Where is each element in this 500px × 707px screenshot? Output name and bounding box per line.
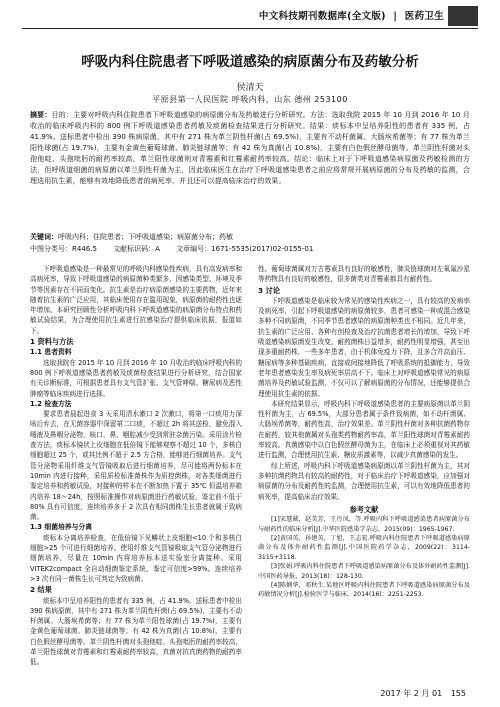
body-column-left <box>30 264 242 668</box>
page-number: 155 <box>450 689 466 698</box>
document-code: 文献标识码：A <box>113 245 160 253</box>
page-footer <box>374 688 466 699</box>
abstract-text: 目的：主要对呼吸内科住院患者下呼吸道感染的病原菌分布及药敏进行分析研究。方法：选取我院 2015 年 10 月到 2016 年 10 月收治的临床呼吸内科的 800 例下呼吸道感染患者药敏及痰菌检查结果进行分析研究。结果：痰标本中呈培养阳性的患者有 335 例，占 41.9%。送标患者中检出 390 株病原菌，其中有 271 株为革兰阴性杆菌(占 69.5%)，主要有不动杆菌属、大肠埃希菌等；有 77 株为革兰阳性球菌(占 19.7%)，主要有金黄色葡萄球菌、肺炎链球菌等；有 42 株为真菌(占 10.8%)，主要有白色假丝酵母菌等。革兰阴性杆菌对头孢他啶、头孢吡肟的耐药率较高，革兰阳性球菌则对青霉素和红霉素耐药率较高。结论：临床上对于下呼吸道感染病原菌及药敏检测的方法，但呼吸道细菌的病原菌以革兰阴性杆菌为主，因此临床医生在治疗下呼吸道感染患者之前应将常规开展病原菌的分布及药敏的监测，合理选用抗生素，能够有效地降低患者的病死率，并且还可以提高临床治疗的效果。 <box>30 111 470 185</box>
intro-paragraph: 下呼吸道感染是一种最常见的呼吸内科感染性疾病，具有高发病率和高病死率，导致下呼吸道感染的病原菌种类繁多，因感染类型、环境及季节等因素存在不同而变化。抗生素是治疗病原菌感染的主要药物，近年来随着抗生素的广泛应用，其临床使用存在滥用现象，病原菌的耐药性也逐年增加。本研究回顾性分析呼吸内科下呼吸道感染的病原菌分布特点和药敏试验结果，为合理使用抗生素进行抗感染治疗提供临床依据，报道如下。 <box>30 265 242 335</box>
paragraph: 选取我院在 2015 年 10 月到 2016 年 10 月收治的临床呼吸内科的 800 例下呼吸道感染患者药敏及痰菌检查结果进行分析研究，结合国家有关诊断标准，可根据患者具有支气管扩张、支气管哮喘、糖尿病及恶性肿瘤等临床疾病进行选择。 <box>30 358 242 398</box>
running-header <box>0 6 500 26</box>
paragraph: 痰标本中呈培养阳性的患者有 335 例，占 41.9%。送标患者中检出 390 株病原菌，其中有 271 株为革兰阴性杆菌(占 69.5%)，主要有不动杆菌属、大肠埃希菌等；有 77 株为革兰阳性球菌(占 19.7%)，主要有金黄色葡萄球菌、肺炎链球菌等；有 42 株为真菌(占 10.8%)，主要有白色假丝酵母菌等。革兰阴性杆菌对头孢他啶、头孢吡肟的耐药率较高，革兰阳性球菌对青霉素和红霉素耐药率较高，真菌对抗真菌药物的耐药率低。 <box>30 596 242 667</box>
affiliation: 平原县第一人民医院 呼吸内科，山东 德州 253100 <box>152 95 348 104</box>
keywords-label: 关键词： <box>30 233 58 241</box>
reference-item: [4]陈娴华，邓秋生.某地区呼吸内科住院患者下呼吸道感染病原菌分布及药敏情况分析[J].检验医学与临床，2014(16)：2251-2253. <box>258 581 470 599</box>
body-column-right <box>258 264 470 600</box>
paragraph: 综上所述，呼吸内科下呼吸道感染病原菌以革兰阴性杆菌为主，其对多种抗菌药物具有较高的耐药性，对于临床治疗下呼吸道感染，应加强对病原菌的分布及耐药性的监测，合理使用抗生素，可以有效地降低患者的病死率，提高临床治疗效果。 <box>258 461 470 501</box>
paragraph: 痰标本分离培养检查，在低倍镜下见鳞状上皮细胞<10 个和多核白细胞>25 个可进行细菌培养。使用纤维支气管镜吸取支气管分泌物进行细菌培养，尽量在 10min 内将培养标本送实验室分离接种。采用 VITEK2compact 全自动细菌鉴定系统，鉴定可信度>99%。连续培养 >3 次有同一菌株生长可判定为致病菌。 <box>30 533 242 583</box>
article-title: 呼吸内科住院患者下呼吸道感染的病原菌分布及药敏分析 <box>81 54 419 70</box>
article-number: 文章编号：1671-5535(2017)02-0155-01 <box>176 245 314 253</box>
reference-item: [2]黄国英，孙建英，丁旭，王志宏.呼吸内科住院患者下呼吸道感染病原菌分布及体外耐药性监测[J].中国医院药学杂志，2009(22)：3114-3115+3118. <box>258 534 470 561</box>
abstract-label: 摘要： <box>30 111 52 119</box>
classification-line <box>30 244 470 255</box>
references-heading: 参考文献 <box>349 504 379 514</box>
section-heading: 1 资料与方法 <box>30 337 74 347</box>
keywords <box>30 232 470 243</box>
journal-name: 中文科技期刊数据库(全文版) <box>258 11 386 22</box>
paragraph: 下呼吸道感染是临床较为常见的感染性疾病之一，具有较高的发病率及病死率，引起下呼吸道感染的病原菌较多，患者可感染一种或混合感染多种不同病原菌，不同季节患者感染的病原菌种类也不相同。近几年来，抗生素的广泛应用、各种有创检查及治疗抗菌患者增长的增加，导致下呼吸道感染病原菌发生改变，耐药菌株日益增多，耐药性明显增强，甚至出现多重耐药株，一些多年患者，由于机体免疫力下降，且多合并高血压、糖尿病等多种基础疾病，直接或间接地降低了呼吸系统的抵御能力，导致老年患者感染发生率及病死率居高不下。临床上对呼吸道感染常见的病原菌培养及药敏试验监测，不仅可以了解病原菌的分布情况，还能够提供合理使用抗生素的依据。 <box>258 296 470 398</box>
section-name: 医药卫生 <box>404 11 444 22</box>
author: 侯清天 <box>236 83 264 93</box>
keywords-text: 呼吸内科；住院患者；下呼吸道感染；病原菌分布；药敏 <box>58 233 233 241</box>
header-rule <box>22 28 478 29</box>
clc-number: 中图分类号：R446.5 <box>30 245 97 253</box>
reference-item: [3]张娟.呼吸内科住院患者下呼吸道感染病原菌分布及体外耐药性监测[J].中国医药导报，2013(18)：128-130. <box>258 563 470 580</box>
issue-date: 2017 年 2 月 01 <box>380 689 443 698</box>
paragraph: 性。葡萄球菌属对万古霉素具有良好的敏感性，肺炎链球菌对左氧氟沙星等药物具有良好的敏感性，很多菌类对青霉素都具有耐药性。 <box>258 265 470 284</box>
subsection-heading: 1.1 患者资料 <box>30 348 72 357</box>
paragraph: 本研究结果显示，呼吸内科下呼吸道感染患者的主要病原菌以革兰阴性杆菌为主，占 69.5%，大部分患者属于条件致病菌，如不动杆菌属、大肠埃希菌等，耐药性高，治疗效果差。革兰阴性杆菌对多种抗菌药物存在耐药，较其他菌属对头孢类药物耐药率高，革兰阳性球菌对青霉素耐药率较高。真菌感染中以白色假丝酵母菌为主，在临床上必须重视对其药敏进行监测，合理使用抗生素、糖皮质激素等，以减少真菌感染的发生。 <box>258 399 470 460</box>
header-block <box>448 6 478 26</box>
reference-item: [1]宋慧葳，赵美芳，王丹凤，等.呼吸内科下呼吸道感染患者病原菌分布与耐药性的临床分析[J].中华医院感染学杂志，2015(09)：1965-1967. <box>258 516 470 533</box>
subsection-heading: 1.2 检查方法 <box>30 399 72 408</box>
journal-header: 中文科技期刊数据库(全文版) | 医药卫生 <box>258 11 444 22</box>
section-heading: 3 讨论 <box>258 285 280 295</box>
subsection-heading: 1.3 细菌培养与分离 <box>30 523 92 532</box>
abstract <box>30 110 470 187</box>
paragraph: 要求患者晨起进食 3 天采用清水漱口 2 次漱口，将第一口痰用力深咳后弃去，在无菌容器中深留第二口痰，不超过 2h 将其送检，避免混入唾液及鼻咽分泌物，咳口、鼻、咽腔减少受到常驻杂菌污染。采用涂片检查方法，痰标本镜状上皮细胞在低倍镜下能够观察不超过 10 个，多核白细胞超过 25 个，或其比例不超于 2.5 方合格，能够进行细菌培养。支气管分泌物采用纤维支气管镜吸取后进行细菌培养，尽可能将两份标本在 10min 内进行接种，采用质检标准菌株作为质控菌株，对各类细菌进行鉴定培养和药敏试验，对接种的样本在不断加热下置于 35℃ 恒温培养箱内培养 18～24h，按照标准操作对病原菌进行药敏试验，鉴定前不低于 80% 具有可信度，连续培养多于 2 次具有相同菌株生长患者就属于致病菌。 <box>30 410 242 522</box>
section-heading: 2 结果 <box>30 585 52 595</box>
